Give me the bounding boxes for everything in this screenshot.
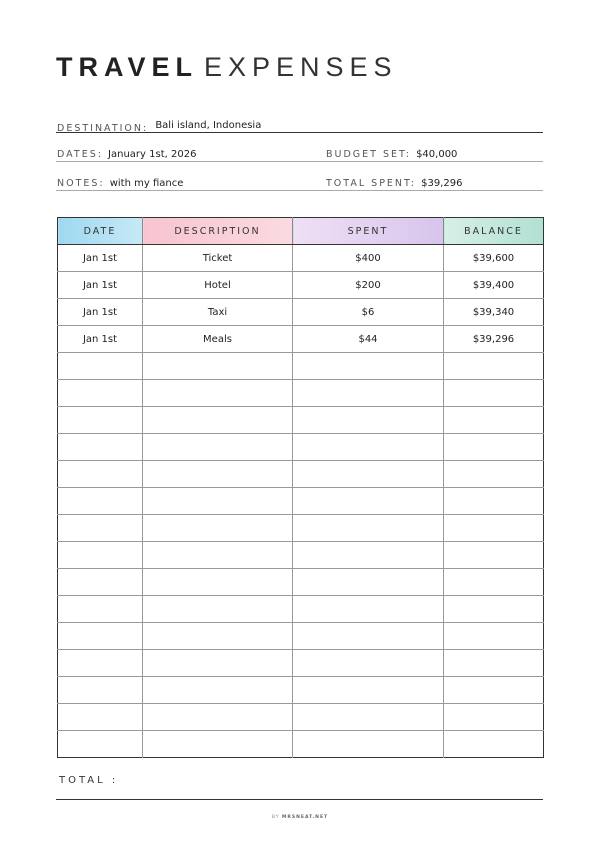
cell-date[interactable]: Jan 1st: [58, 326, 143, 353]
budget-field: [326, 142, 457, 161]
notes-field: [57, 171, 183, 190]
cell-description[interactable]: [143, 515, 293, 542]
cell-balance[interactable]: [444, 650, 544, 677]
cell-date[interactable]: [58, 407, 143, 434]
divider-dates: [56, 161, 543, 162]
cell-spent[interactable]: [293, 650, 444, 677]
divider-destination: [56, 132, 543, 133]
cell-spent[interactable]: [293, 461, 444, 488]
cell-balance[interactable]: [444, 569, 544, 596]
cell-spent[interactable]: [293, 407, 444, 434]
title-bold: TRAVEL: [56, 52, 198, 82]
cell-description[interactable]: [143, 704, 293, 731]
table-row-empty: [58, 515, 544, 542]
cell-spent[interactable]: $44: [293, 326, 444, 353]
cell-spent[interactable]: [293, 677, 444, 704]
cell-description[interactable]: Taxi: [143, 299, 293, 326]
cell-balance[interactable]: [444, 623, 544, 650]
cell-spent[interactable]: [293, 380, 444, 407]
table-row: [58, 299, 544, 326]
cell-date[interactable]: [58, 623, 143, 650]
cell-spent[interactable]: [293, 353, 444, 380]
cell-description[interactable]: [143, 488, 293, 515]
cell-balance[interactable]: [444, 704, 544, 731]
cell-date[interactable]: [58, 569, 143, 596]
table-row-empty: [58, 731, 544, 758]
header-date: DATE: [58, 218, 143, 245]
table-row-empty: [58, 542, 544, 569]
cell-balance[interactable]: [444, 380, 544, 407]
cell-date[interactable]: [58, 596, 143, 623]
cell-balance[interactable]: [444, 542, 544, 569]
cell-description[interactable]: [143, 407, 293, 434]
table-row-empty: [58, 596, 544, 623]
table-row-empty: [58, 407, 544, 434]
cell-spent[interactable]: [293, 488, 444, 515]
cell-description[interactable]: [143, 677, 293, 704]
footer-by: BY: [271, 815, 280, 820]
table-row-empty: [58, 461, 544, 488]
header-description: DESCRIPTION: [143, 218, 293, 245]
table-body: [58, 245, 544, 758]
destination-value[interactable]: Bali island, Indonesia: [155, 120, 262, 131]
cell-spent[interactable]: [293, 731, 444, 758]
header-spent: SPENT: [293, 218, 444, 245]
divider-total: [56, 799, 543, 800]
cell-description[interactable]: [143, 596, 293, 623]
cell-balance[interactable]: [444, 461, 544, 488]
table-row-empty: [58, 488, 544, 515]
cell-date[interactable]: Jan 1st: [58, 272, 143, 299]
cell-date[interactable]: [58, 704, 143, 731]
cell-balance[interactable]: [444, 596, 544, 623]
cell-spent[interactable]: [293, 596, 444, 623]
cell-spent[interactable]: [293, 569, 444, 596]
cell-date[interactable]: [58, 515, 143, 542]
page-title: [56, 52, 398, 83]
notes-label: NOTES:: [57, 178, 105, 189]
cell-date[interactable]: [58, 353, 143, 380]
cell-date[interactable]: Jan 1st: [58, 245, 143, 272]
cell-balance[interactable]: [444, 407, 544, 434]
notes-value[interactable]: with my fiance: [109, 178, 184, 189]
table-row-empty: [58, 623, 544, 650]
cell-balance[interactable]: [444, 353, 544, 380]
table-header-row: [58, 218, 544, 245]
cell-balance[interactable]: [444, 488, 544, 515]
cell-description[interactable]: Meals: [143, 326, 293, 353]
table-row-empty: [58, 380, 544, 407]
cell-balance[interactable]: [444, 434, 544, 461]
table-row-empty: [58, 434, 544, 461]
cell-description[interactable]: [143, 542, 293, 569]
total-spent-field: [326, 171, 462, 190]
table-row-empty: [58, 650, 544, 677]
cell-balance[interactable]: $39,340: [444, 299, 544, 326]
cell-description[interactable]: [143, 650, 293, 677]
cell-description[interactable]: [143, 731, 293, 758]
table-row-empty: [58, 353, 544, 380]
header-balance: BALANCE: [444, 218, 544, 245]
table-row-empty: [58, 569, 544, 596]
cell-date[interactable]: [58, 461, 143, 488]
dates-value[interactable]: January 1st, 2026: [108, 149, 197, 160]
cell-spent[interactable]: $200: [293, 272, 444, 299]
cell-description[interactable]: [143, 380, 293, 407]
cell-balance[interactable]: [444, 515, 544, 542]
expense-table: [57, 217, 544, 758]
cell-date[interactable]: [58, 650, 143, 677]
cell-balance[interactable]: $39,600: [444, 245, 544, 272]
footer-credit: [0, 815, 600, 820]
budget-label: BUDGET SET:: [326, 149, 411, 160]
cell-spent[interactable]: [293, 542, 444, 569]
cell-balance[interactable]: [444, 731, 544, 758]
cell-description[interactable]: [143, 434, 293, 461]
cell-description[interactable]: [143, 569, 293, 596]
cell-balance[interactable]: [444, 677, 544, 704]
cell-date[interactable]: [58, 677, 143, 704]
footer-site: MRSNEAT.NET: [281, 815, 329, 820]
divider-notes: [56, 190, 543, 191]
cell-balance[interactable]: $39,296: [444, 326, 544, 353]
cell-date[interactable]: Jan 1st: [58, 299, 143, 326]
table-row: [58, 272, 544, 299]
cell-spent[interactable]: [293, 623, 444, 650]
dates-field: [57, 142, 196, 161]
budget-value[interactable]: $40,000: [416, 149, 458, 160]
table-row-empty: [58, 704, 544, 731]
cell-date[interactable]: [58, 542, 143, 569]
table-row: [58, 245, 544, 272]
cell-spent[interactable]: [293, 704, 444, 731]
cell-description[interactable]: [143, 623, 293, 650]
total-spent-label: TOTAL SPENT:: [326, 178, 416, 189]
total-spent-value[interactable]: $39,296: [421, 178, 463, 189]
table-row-empty: [58, 677, 544, 704]
total-label: TOTAL :: [59, 775, 119, 786]
cell-spent[interactable]: $400: [293, 245, 444, 272]
cell-date[interactable]: [58, 488, 143, 515]
cell-description[interactable]: [143, 353, 293, 380]
title-light: EXPENSES: [204, 52, 398, 82]
dates-label: DATES:: [57, 149, 103, 160]
table-row: [58, 326, 544, 353]
cell-date[interactable]: [58, 380, 143, 407]
cell-date[interactable]: [58, 434, 143, 461]
cell-description[interactable]: [143, 461, 293, 488]
cell-balance[interactable]: $39,400: [444, 272, 544, 299]
destination-label: DESTINATION:: [57, 123, 149, 134]
cell-date[interactable]: [58, 731, 143, 758]
cell-spent[interactable]: [293, 515, 444, 542]
cell-description[interactable]: Ticket: [143, 245, 293, 272]
cell-spent[interactable]: $6: [293, 299, 444, 326]
cell-spent[interactable]: [293, 434, 444, 461]
cell-description[interactable]: Hotel: [143, 272, 293, 299]
